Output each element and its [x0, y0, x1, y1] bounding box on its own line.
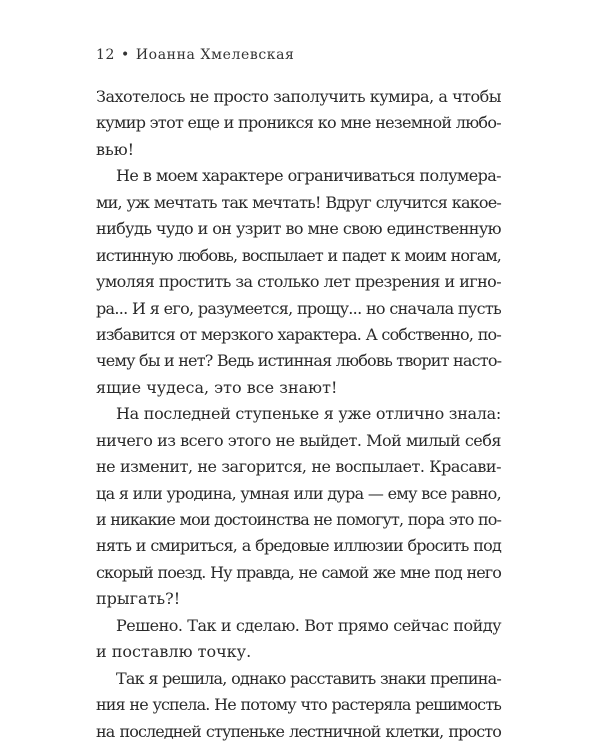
text-line: Не в моем характере ограничиваться полумера- [116, 166, 501, 186]
text-line: скорый поезд. Ну правда, не самой же мне под него [96, 562, 501, 582]
text-line: прыгать?! [96, 589, 181, 609]
text-line: кумир этот еще и проникся ко мне неземной любо- [96, 113, 501, 133]
text-line: умоляя простить за столько лет презрения и игно- [96, 272, 501, 292]
text-line: ящие чудеса, это все знают! [96, 377, 338, 397]
page-number: 12 [96, 47, 116, 63]
text-line: ничего из всего этого не выйдет. Мой милый себя [96, 430, 501, 450]
text-line: чему бы и нет? Ведь истинная любовь творит насто- [96, 351, 502, 371]
body-text [96, 84, 501, 745]
header-separator: • [121, 47, 130, 63]
text-line: ми, уж мечтать так мечтать! Вдруг случится какое- [96, 192, 501, 212]
text-line: и поставлю точку. [96, 642, 252, 662]
text-line: Решено. Так и сделаю. Вот прямо сейчас пойду [116, 615, 501, 635]
text-line: На последней ступеньке я уже отлично знала: [116, 404, 501, 424]
text-line: ра... И я его, разумеется, прощу... но сначала пусть [96, 298, 501, 318]
text-line: Так я решила, однако расставить знаки препина- [116, 668, 501, 688]
text-line: вью! [96, 139, 135, 159]
text-line: нять и смириться, а бредовые иллюзии бросить под [96, 536, 501, 556]
text-line: Захотелось не просто заполучить кумира, а чтобы [96, 87, 501, 106]
author-name: Иоанна Хмелевская [135, 47, 295, 63]
text-line: истинную любовь, воспылает и падет к моим ногам, [96, 245, 501, 265]
text-line: ца я или уродина, умная или дура — ему все равно, [96, 483, 501, 503]
text-line: избавится от мерзкого характера. А собственно, по- [96, 324, 501, 344]
text-line: и никакие мои достоинства не помогут, пора это по- [96, 510, 501, 529]
text-line: не изменит, не загорится, не воспылает. Красави- [96, 457, 501, 477]
text-line: ния не успела. Не потому что растеряла решимость [96, 695, 501, 715]
running-head [96, 47, 295, 63]
text-line: нибудь чудо и он узрит во мне свою единственную [96, 219, 501, 239]
text-line: на последней ступеньке лестничной клетки, просто [96, 721, 501, 741]
